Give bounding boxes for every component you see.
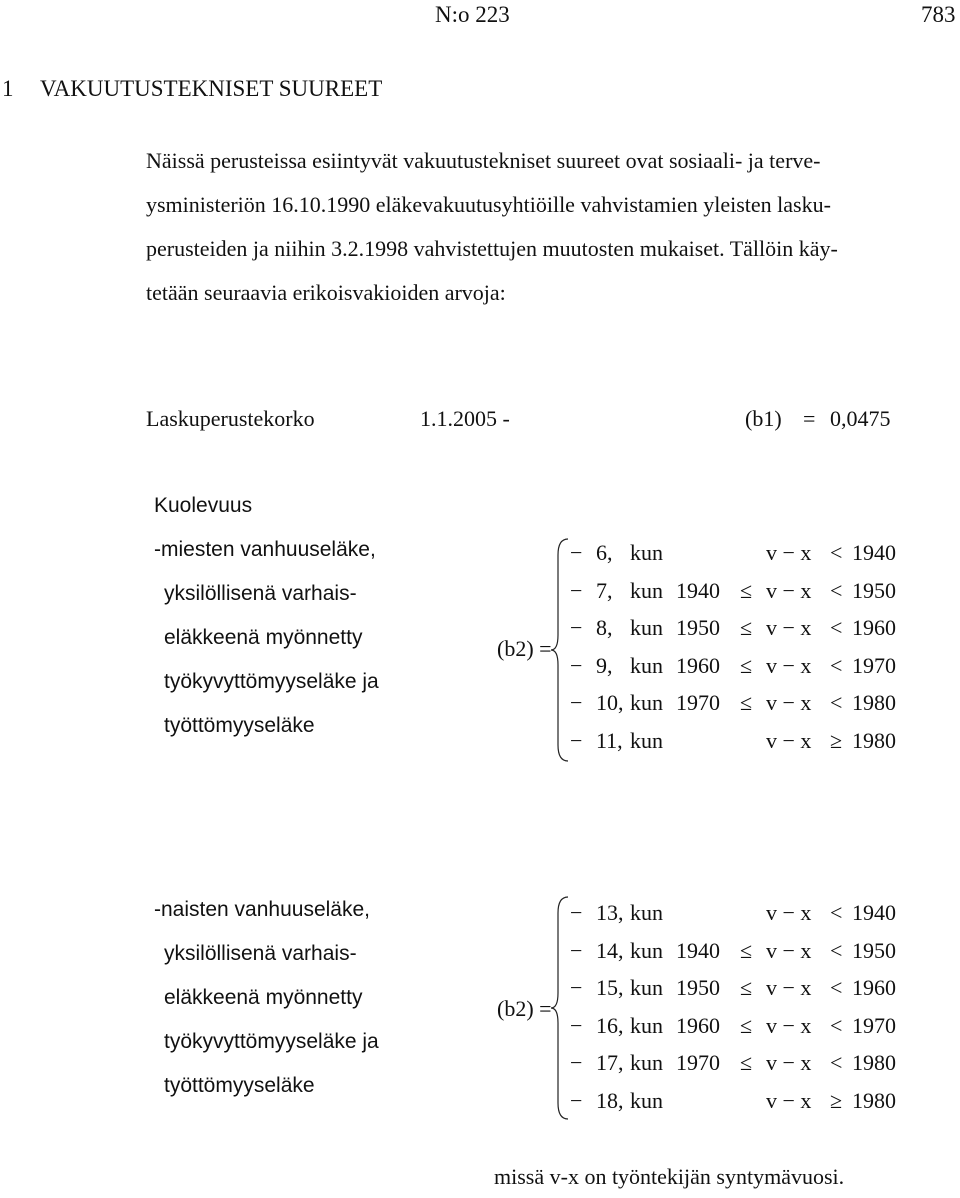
formula-value: 8, — [596, 615, 613, 640]
formula-vx: v − x — [766, 975, 812, 1000]
formula-vx: v − x — [766, 690, 812, 715]
formula-vx: v − x — [766, 1050, 812, 1075]
formula-high: 1980 — [852, 1050, 896, 1075]
formula-high: 1970 — [852, 652, 896, 678]
formula-le: ≤ — [740, 937, 753, 963]
section-number: 1 — [2, 76, 14, 101]
formula-vx: v − x — [766, 577, 812, 603]
women-line: yksilöllisenä varhais- — [164, 942, 357, 965]
men-line: työkyvyttömyyseläke ja — [164, 670, 379, 693]
formula-value: 6, — [596, 540, 613, 565]
formula-op: < — [830, 577, 843, 603]
formula-sign: − — [570, 577, 583, 603]
formula-lhs: (b2) = — [497, 996, 552, 1021]
formula-low: 1960 — [676, 1012, 720, 1038]
intro-line: tetään seuraavia erikoisvakioiden arvoja: — [146, 280, 506, 305]
formula-value: 11, — [596, 727, 623, 753]
formula-high: 1950 — [852, 937, 896, 963]
formula-kun: kun — [630, 1087, 663, 1113]
formula-sign: − — [570, 1087, 583, 1113]
formula-le: ≤ — [740, 615, 753, 640]
formula-kun: kun — [630, 1012, 663, 1038]
formula-low: 1950 — [676, 975, 720, 1000]
formula-low: 1970 — [676, 1050, 720, 1075]
footnote: missä v-x on työntekijän syntymävuosi. — [494, 1164, 845, 1189]
formula-low: 1950 — [676, 615, 720, 640]
formula-high: 1940 — [852, 900, 896, 925]
interest-value: 0,0475 — [830, 406, 891, 431]
formula-vx: v − x — [766, 1012, 812, 1038]
formula-high: 1950 — [852, 577, 896, 603]
formula-value: 7, — [596, 577, 613, 603]
formula-le: ≤ — [740, 975, 753, 1000]
formula-high: 1970 — [852, 1012, 896, 1038]
formula-op: < — [830, 652, 843, 678]
formula-low: 1940 — [676, 937, 720, 963]
formula-kun: kun — [630, 540, 663, 565]
formula-op: < — [830, 975, 843, 1000]
intro-line: Näissä perusteissa esiintyvät vakuutustekniset suureet ovat sosiaali- ja terve- — [146, 148, 821, 173]
formula-op: < — [830, 690, 843, 715]
formula-high: 1980 — [852, 690, 896, 715]
formula-op: < — [830, 540, 843, 565]
formula-op: ≥ — [830, 1087, 843, 1113]
formula-value: 15, — [596, 975, 624, 1000]
formula-value: 13, — [596, 900, 624, 925]
intro-line: perusteiden ja niihin 3.2.1998 vahvistettujen muutosten mukaiset. Tällöin käy- — [146, 236, 838, 261]
formula-op: < — [830, 900, 843, 925]
formula-sign: − — [570, 975, 583, 1000]
formula-kun: kun — [630, 1050, 663, 1075]
formula-sign: − — [570, 900, 583, 925]
formula-high: 1960 — [852, 615, 896, 640]
formula-high: 1980 — [852, 727, 896, 753]
men-line: eläkkeenä myönnetty — [164, 626, 363, 649]
formula-op: < — [830, 615, 843, 640]
formula-sign: − — [570, 727, 583, 753]
formula-value: 18, — [596, 1087, 624, 1113]
formula-vx: v − x — [766, 937, 812, 963]
issue-number: N:o 223 — [435, 2, 510, 27]
formula-vx: v − x — [766, 540, 812, 565]
section-title: VAKUUTUSTEKNISET SUUREET — [40, 76, 383, 101]
formula-sign: − — [570, 690, 583, 715]
formula-low: 1960 — [676, 652, 720, 678]
left-brace — [550, 535, 572, 765]
formula-vx: v − x — [766, 615, 812, 640]
formula-vx: v − x — [766, 900, 812, 925]
formula-vx: v − x — [766, 652, 812, 678]
formula-kun: kun — [630, 690, 663, 715]
formula-le: ≤ — [740, 652, 753, 678]
formula-kun: kun — [630, 975, 663, 1000]
formula-op: < — [830, 937, 843, 963]
formula-kun: kun — [630, 652, 663, 678]
interest-label: Laskuperustekorko — [146, 406, 315, 431]
formula-le: ≤ — [740, 690, 753, 715]
formula-sign: − — [570, 540, 583, 565]
formula-sign: − — [570, 1012, 583, 1038]
page-number: 783 — [921, 2, 956, 27]
interest-symbol: (b1) — [745, 406, 782, 431]
formula-kun: kun — [630, 937, 663, 963]
women-line: eläkkeenä myönnetty — [164, 986, 363, 1009]
formula-op: < — [830, 1012, 843, 1038]
women-line: työkyvyttömyyseläke ja — [164, 1030, 379, 1053]
interest-equals: = — [803, 406, 816, 431]
formula-low: 1970 — [676, 690, 720, 715]
formula-value: 16, — [596, 1012, 624, 1038]
formula-op: ≥ — [830, 727, 843, 753]
formula-value: 10, — [596, 690, 624, 715]
formula-value: 17, — [596, 1050, 624, 1075]
formula-vx: v − x — [766, 727, 812, 753]
interest-date: 1.1.2005 - — [420, 406, 510, 431]
formula-vx: v − x — [766, 1087, 812, 1113]
formula-op: < — [830, 1050, 843, 1075]
men-line: yksilöllisenä varhais- — [164, 582, 357, 605]
women-line: työttömyyseläke — [164, 1074, 315, 1097]
formula-le: ≤ — [740, 1050, 753, 1075]
formula-kun: kun — [630, 727, 663, 753]
formula-high: 1980 — [852, 1087, 896, 1113]
formula-sign: − — [570, 615, 583, 640]
formula-le: ≤ — [740, 577, 753, 603]
formula-high: 1960 — [852, 975, 896, 1000]
formula-kun: kun — [630, 577, 663, 603]
formula-kun: kun — [630, 615, 663, 640]
formula-lhs: (b2) = — [497, 636, 552, 661]
formula-sign: − — [570, 652, 583, 678]
formula-high: 1940 — [852, 540, 896, 565]
formula-value: 14, — [596, 937, 624, 963]
women-line: -naisten vanhuuseläke, — [154, 898, 370, 921]
formula-kun: kun — [630, 900, 663, 925]
formula-le: ≤ — [740, 1012, 753, 1038]
men-line: työttömyyseläke — [164, 714, 315, 737]
intro-line: ysministeriön 16.10.1990 eläkevakuutusyhtiöille vahvistamien yleisten lasku- — [146, 192, 831, 217]
formula-low: 1940 — [676, 577, 720, 603]
men-line: -miesten vanhuuseläke, — [154, 538, 376, 561]
formula-sign: − — [570, 1050, 583, 1075]
formula-value: 9, — [596, 652, 613, 678]
mortality-heading: Kuolevuus — [154, 494, 253, 517]
left-brace — [550, 893, 572, 1123]
formula-sign: − — [570, 937, 583, 963]
